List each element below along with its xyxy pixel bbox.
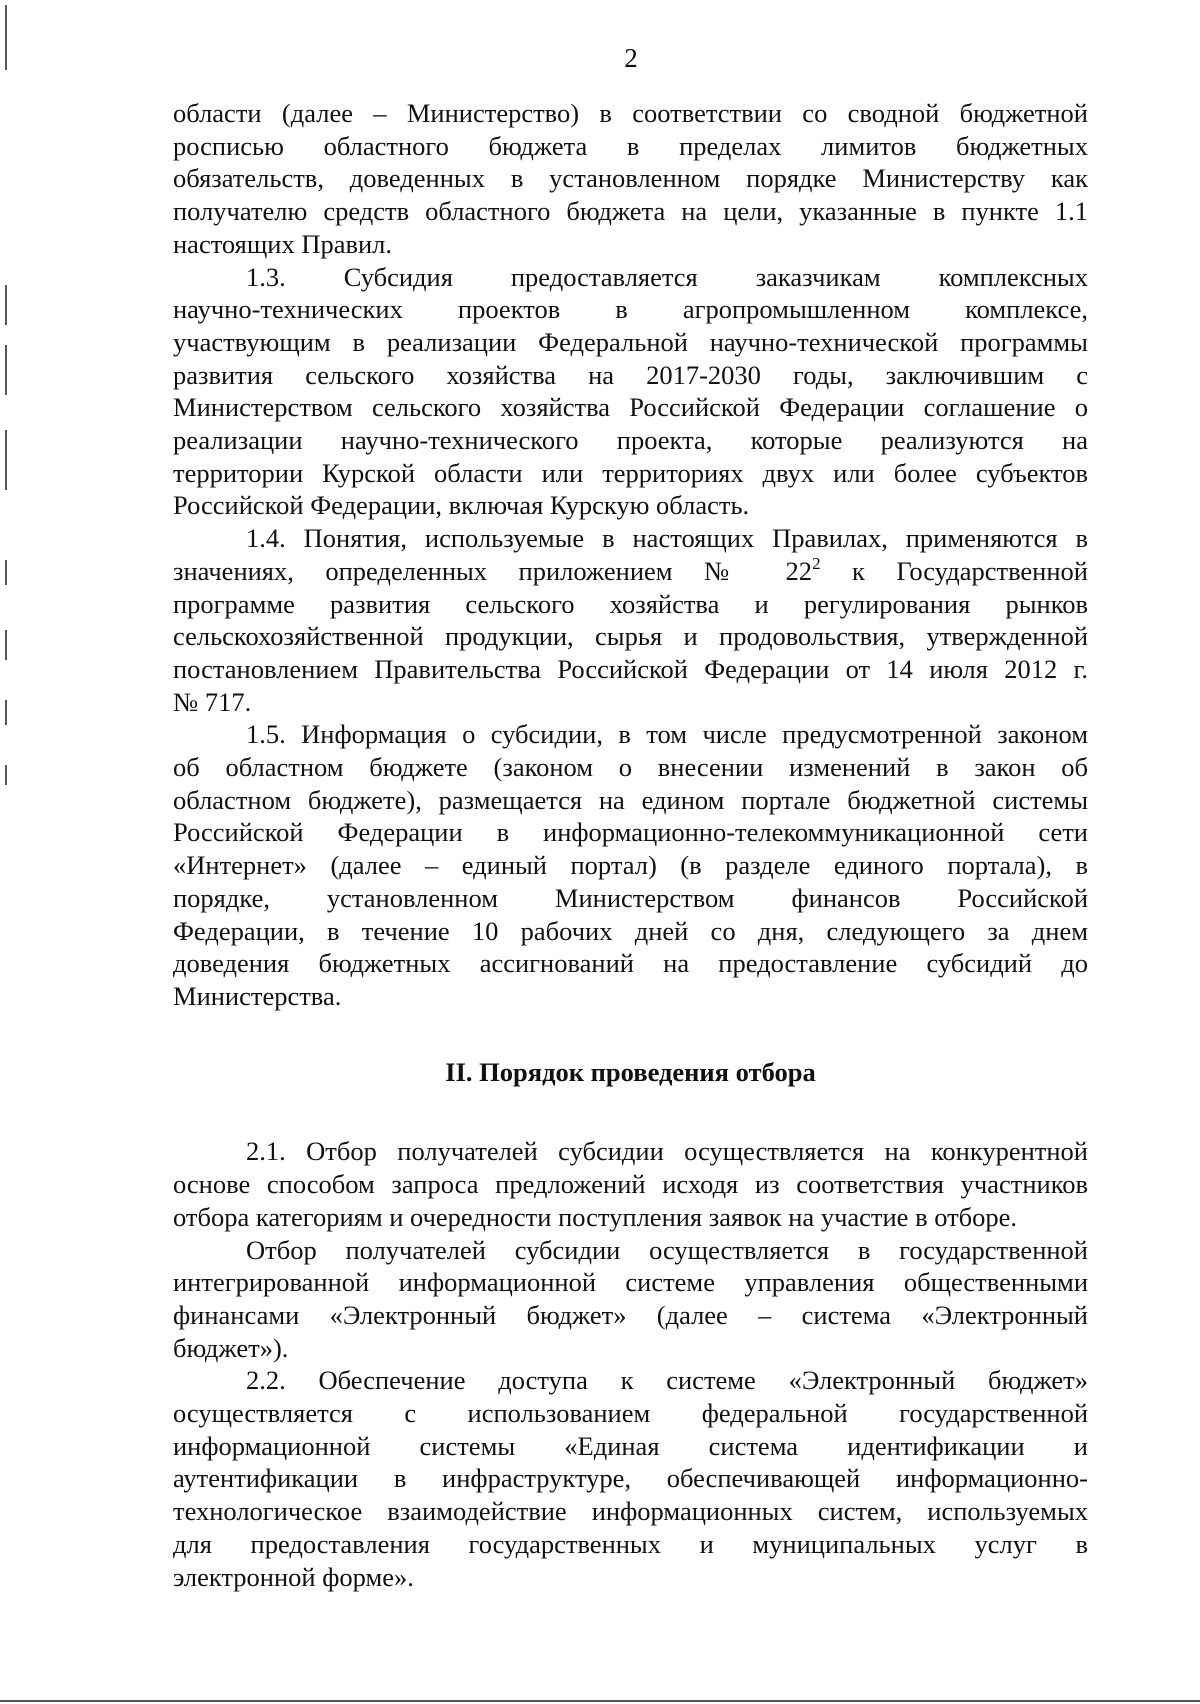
text-line: территории Курской области или территориях двух или более субъектов (173, 457, 1088, 488)
text-line: интегрированной информационной системе управления общественными (173, 1267, 1088, 1298)
scan-margin-mark (5, 765, 7, 785)
paragraph-2-1 (173, 1135, 1088, 1233)
text-line: сельскохозяйственной продукции, сырья и продовольствия, утвержденной (173, 621, 1088, 652)
text-line: 1.5. Информация о субсидии, в том числе предусмотренной законом (246, 719, 1088, 750)
paragraph-1-3 (173, 261, 1088, 523)
text-line: настоящих Правил. (173, 228, 393, 259)
text-line: доведения бюджетных ассигнований на предоставление субсидий до (173, 948, 1088, 979)
text-line: 2.2. Обеспечение доступа к системе «Электронный бюджет» (246, 1365, 1088, 1396)
text-line: области (далее – Министерство) в соответствии со сводной бюджетной (173, 98, 1088, 128)
text-line: научно-технических проектов в агропромышленном комплексе, (173, 294, 1088, 325)
text-line: программе развития сельского хозяйства и регулирования рынков (173, 588, 1088, 619)
text-line: осуществляется с использованием федеральной государственной (173, 1398, 1088, 1429)
text-line: Министерства. (173, 980, 342, 1011)
text-line: отбора категориям и очередности поступления заявок на участие в отборе. (173, 1201, 1018, 1232)
text-line: № 717. (173, 686, 252, 717)
text-line: 2.1. Отбор получателей субсидии осуществляется на конкурентной (246, 1136, 1088, 1167)
text-line: Российской Федерации в информационно-телекоммуникационной сети (173, 817, 1088, 848)
section-title: II. Порядок проведения отбора (445, 1056, 816, 1087)
text-line: Российской Федерации, включая Курскую область. (173, 490, 750, 521)
paragraph-2-1-electronic-budget (173, 1234, 1088, 1365)
scan-bottom-edge (0, 1700, 1200, 1702)
text-line: «Интернет» (далее – единый портал) (в разделе единого портала), в (173, 850, 1088, 881)
text-fragment: к Государственной (820, 555, 1088, 586)
text-line: основе способом запроса предложений исходя из соответствия участников (173, 1169, 1088, 1200)
paragraph-1-continuation (173, 97, 1088, 261)
document-body (173, 97, 1088, 1593)
text-line: порядке, установленном Министерством финансов Российской (173, 882, 1088, 913)
scan-margin-mark (5, 345, 7, 395)
text-line: бюджет»). (173, 1332, 289, 1363)
text-line: постановлением Правительства Российской Федерации от 14 июля 2012 г. (173, 653, 1088, 684)
paragraph-2-2 (173, 1364, 1088, 1593)
text-line: получателю средств областного бюджета на цели, указанные в пункте 1.1 (173, 196, 1088, 227)
text-line: Федерации, в течение 10 рабочих дней со дня, следующего за днем (173, 915, 1088, 946)
text-line: для предоставления государственных и муниципальных услуг в (173, 1528, 1088, 1559)
text-line: электронной форме». (173, 1561, 414, 1592)
paragraph-1-5 (173, 718, 1088, 1012)
text-line: развития сельского хозяйства на 2017-2030 годы, заключившим с (173, 359, 1088, 390)
scan-margin-mark (5, 700, 7, 725)
text-line: 1.4. Понятия, используемые в настоящих Правилах, применяются в (246, 523, 1088, 554)
text-line: технологическое взаимодействие информационных систем, используемых (173, 1496, 1088, 1527)
text-line: аутентификации в инфраструктуре, обеспечивающей информационно- (173, 1463, 1088, 1494)
text-line: Отбор получателей субсидии осуществляется в государственной (246, 1234, 1088, 1265)
text-line: финансами «Электронный бюджет» (далее – система «Электронный (173, 1299, 1088, 1330)
paragraph-1-4 (173, 522, 1088, 718)
text-line: 1.3. Субсидия предоставляется заказчикам комплексных (246, 261, 1088, 292)
scan-margin-mark (5, 285, 7, 325)
superscript: 2 (812, 553, 821, 573)
page-number: 2 (624, 43, 638, 73)
text-line: обязательств, доведенных в установленном порядке Министерству как (173, 163, 1088, 194)
text-line: информационной системы «Единая система идентификации и (173, 1430, 1088, 1461)
text-line: об областном бюджете (законом о внесении изменений в закон об (173, 752, 1088, 783)
scan-margin-mark (5, 430, 7, 490)
text-line: участвующим в реализации Федеральной научно-технической программы (173, 326, 1088, 357)
text-line: росписью областного бюджета в пределах лимитов бюджетных (173, 130, 1088, 161)
text-line: реализации научно-технического проекта, которые реализуются на (173, 425, 1088, 456)
scan-margin-mark (5, 560, 7, 585)
text-line (173, 555, 1088, 588)
text-fragment: значениях, определенных приложением № 22 (173, 555, 813, 586)
scan-margin-mark (5, 630, 7, 660)
text-line: областном бюджете), размещается на едином портале бюджетной системы (173, 784, 1088, 815)
text-line: Министерством сельского хозяйства Российской Федерации соглашение о (173, 392, 1088, 423)
scan-margin-mark (5, 5, 7, 70)
